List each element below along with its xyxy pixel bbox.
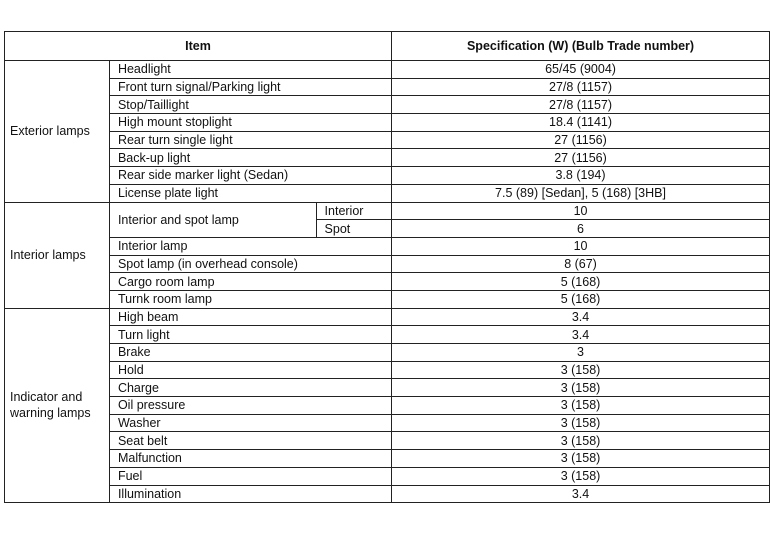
spec-cell: 3 (158) [392,361,770,379]
bulb-spec-table [4,31,770,503]
table-row [5,450,770,468]
item-cell: Headlight [109,61,391,79]
table-row [5,255,770,273]
spec-cell: 3.4 [392,485,770,503]
header-row [5,32,770,61]
item-cell: Malfunction [109,450,391,468]
item-cell: Cargo room lamp [109,273,391,291]
item-cell: Interior and spot lamp [109,202,316,237]
table-row [5,344,770,362]
item-cell: Brake [109,344,391,362]
spec-cell: 8 (67) [392,255,770,273]
table-body [5,61,770,503]
table-row [5,114,770,132]
table-row [5,96,770,114]
spec-cell: 18.4 (1141) [392,114,770,132]
spec-header: Specification (W) (Bulb Trade number) [392,32,770,61]
item-cell: Turnk room lamp [109,290,391,308]
spec-cell: 3 (158) [392,397,770,415]
item-cell: Stop/Taillight [109,96,391,114]
item-cell: Oil pressure [109,397,391,415]
spec-cell: 7.5 (89) [Sedan], 5 (168) [3HB] [392,184,770,202]
sub-item-cell: Spot [316,220,391,238]
item-cell: Front turn signal/Parking light [109,78,391,96]
table-row [5,467,770,485]
spec-cell: 27 (1156) [392,149,770,167]
table-row [5,237,770,255]
table-row [5,308,770,326]
item-cell: Hold [109,361,391,379]
item-cell: Fuel [109,467,391,485]
table-row [5,326,770,344]
item-cell: Turn light [109,326,391,344]
spec-cell: 10 [392,237,770,255]
spec-cell: 6 [392,220,770,238]
spec-cell: 3.4 [392,308,770,326]
table-row [5,149,770,167]
table-row [5,273,770,291]
item-cell: Spot lamp (in overhead console) [109,255,391,273]
group-label: Exterior lamps [5,61,110,203]
spec-cell: 3 (158) [392,414,770,432]
item-cell: High beam [109,308,391,326]
item-cell: Interior lamp [109,237,391,255]
spec-cell: 10 [392,202,770,220]
item-cell: Seat belt [109,432,391,450]
item-cell: Illumination [109,485,391,503]
spec-cell: 27/8 (1157) [392,96,770,114]
table-row [5,61,770,79]
sub-item-cell: Interior [316,202,391,220]
spec-cell: 5 (168) [392,290,770,308]
table-row [5,485,770,503]
table-row [5,397,770,415]
item-cell: Back-up light [109,149,391,167]
table-row [5,361,770,379]
group-label: Indicator and warning lamps [5,308,110,503]
table-row [5,290,770,308]
spec-cell: 27/8 (1157) [392,78,770,96]
item-cell: Rear turn single light [109,131,391,149]
spec-cell: 3 (158) [392,379,770,397]
group-label: Interior lamps [5,202,110,308]
spec-cell: 3 (158) [392,432,770,450]
table-row [5,202,770,220]
table-row [5,184,770,202]
item-cell: License plate light [109,184,391,202]
spec-cell: 3 [392,344,770,362]
table-row [5,432,770,450]
spec-cell: 27 (1156) [392,131,770,149]
item-cell: Washer [109,414,391,432]
spec-cell: 3.8 (194) [392,167,770,185]
bulb-spec-sheet [4,31,770,503]
table-row [5,167,770,185]
table-row [5,379,770,397]
table-row [5,414,770,432]
spec-cell: 3.4 [392,326,770,344]
spec-cell: 3 (158) [392,450,770,468]
table-row [5,78,770,96]
item-cell: Rear side marker light (Sedan) [109,167,391,185]
item-cell: Charge [109,379,391,397]
item-header: Item [5,32,392,61]
spec-cell: 5 (168) [392,273,770,291]
spec-cell: 65/45 (9004) [392,61,770,79]
item-cell: High mount stoplight [109,114,391,132]
table-row [5,131,770,149]
spec-cell: 3 (158) [392,467,770,485]
